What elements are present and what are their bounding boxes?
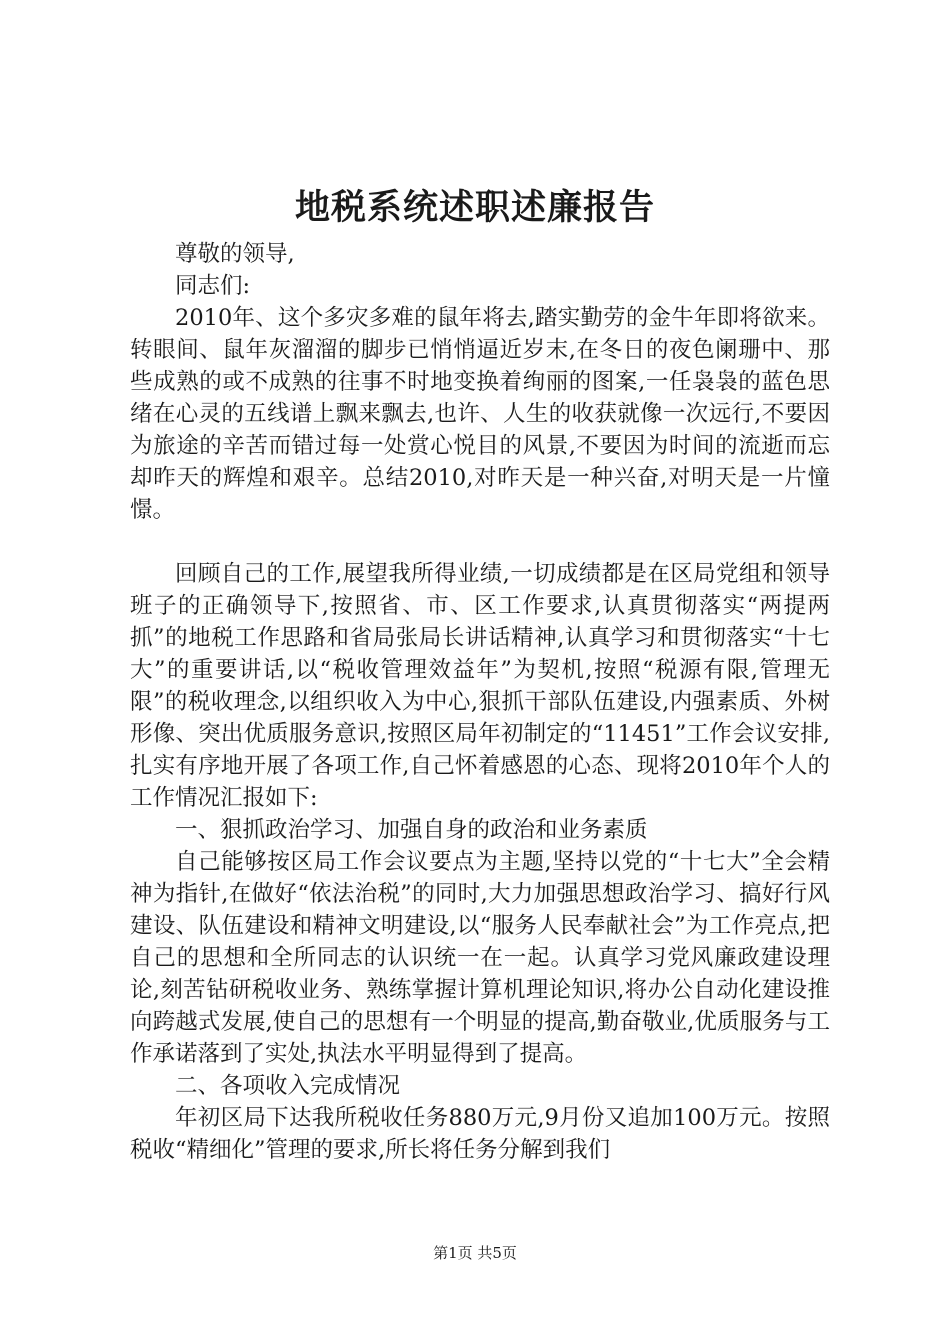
page-number-footer: 第1页 共5页 [433, 1244, 517, 1262]
section-heading-2: 二、各项收入完成情况 [175, 1073, 401, 1099]
document-title: 地税系统述职述廉报告 [294, 187, 655, 228]
document-body [130, 238, 830, 1166]
paragraph-section-2: 年初区局下达我所税收任务880万元,9月份又追加100万元。按照税收“精细化”管理的要求,所长将任务分解到我们 [130, 1105, 830, 1163]
section-heading-1: 一、狠抓政治学习、加强自身的政治和业务素质 [175, 817, 648, 843]
paragraph-intro: 2010年、这个多灾多难的鼠年将去,踏实勤劳的金牛年即将欲来。转眼间、鼠年灰溜溜的脚步已悄悄逼近岁末,在冬日的夜色阑珊中、那些成熟的或不成熟的往事不时地变换着绚丽的图案,一任袅袅的蓝色思绪在心灵的五线谱上飘来飘去,也许、人生的收获就像一次远行,不要因为旅途的辛苦而错过每一处赏心悦目的风景,不要因为时间的流逝而忘却昨天的辉煌和艰辛。总结2010,对昨天是一种兴奋,对明天是一片憧憬。 [130, 305, 830, 523]
paragraph-review: 回顾自己的工作,展望我所得业绩,一切成绩都是在区局党组和领导班子的正确领导下,按照省、市、区工作要求,认真贯彻落实“两提两抓”的地税工作思路和省局张局长讲话精神,认真学习和贯彻落实“十七大”的重要讲话,以“税收管理效益年”为契机,按照“税源有限,管理无限”的税收理念,以组织收入为中心,狠抓干部队伍建设,内强素质、外树形像、突出优质服务意识,按照区局年初制定的“11451”工作会议安排,扎实有序地开展了各项工作,自己怀着感恩的心态、现将2010年个人的工作情况汇报如下: [130, 561, 830, 811]
paragraph-section-1: 自己能够按区局工作会议要点为主题,坚持以党的“十七大”全会精神为指针,在做好“依法治税”的同时,大力加强思想政治学习、搞好行风建设、队伍建设和精神文明建设,以“服务人民奉献社会”为工作亮点,把自己的思想和全所同志的认识统一在一起。认真学习党风廉政建设理论,刻苦钻研税收业务、熟练掌握计算机理论知识,将办公自动化建设推向跨越式发展,使自己的思想有一个明显的提高,勤奋敬业,优质服务与工作承诺落到了实处,执法水平明显得到了提高。 [130, 849, 830, 1067]
salutation-line: 尊敬的领导, [175, 241, 295, 267]
salutation-line: 同志们: [175, 273, 251, 299]
